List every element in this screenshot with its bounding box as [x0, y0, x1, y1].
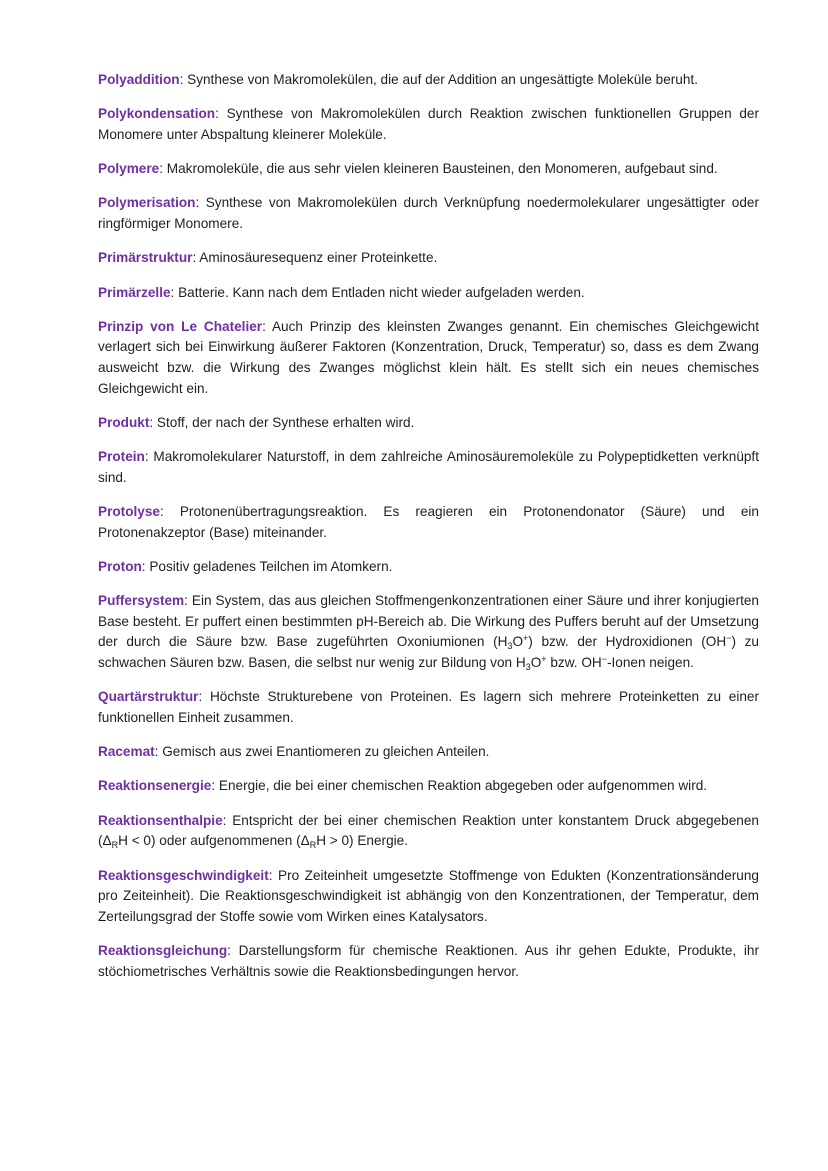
glossary-page: [98, 70, 759, 996]
glossary-entry-reaktionsgleichung: Reaktionsgleichung: Darstellungsform für chemische Reaktionen. Aus ihr gehen Edukte, Produkte, ihr stöchiometrisches Verhältnis sowie die Reaktionsbedingungen hervor.: [98, 943, 760, 979]
term: Reaktionsgeschwindigkeit: [98, 867, 269, 883]
definition: Positiv geladenes Teilchen im Atomkern.: [149, 558, 393, 574]
term: Polymerisation: [98, 195, 196, 211]
definition: Synthese von Makromolekülen durch Reaktion zwischen funktionellen Gruppen der Monomere unter Abspaltung kleinerer Moleküle.: [98, 106, 759, 142]
definition: Makromolekularer Naturstoff, in dem zahlreiche Aminosäuremoleküle zu Polypeptidketten verknüpft sind.: [98, 449, 759, 485]
glossary-entry-racemat: Racemat: Gemisch aus zwei Enantiomeren zu gleichen Anteilen.: [98, 744, 490, 760]
glossary-entry-le-chatelier: Prinzip von Le Chatelier: Auch Prinzip des kleinsten Zwanges genannt. Ein chemisches Gleichgewicht verlagert sich bei Einwirkung äußerer Faktoren (Konzentration, Druck, Temperatur) so, dass es dem Zwang ausweicht bzw. die Wirkung des Zwanges möglichst klein hält. Es stellt sich ein neues chemisches Gleichgewicht ein.: [98, 318, 759, 396]
term: Polymere: [98, 161, 160, 177]
definition: Auch Prinzip des kleinsten Zwanges genannt. Ein chemisches Gleichgewicht verlagert sich bei Einwirkung äußerer Faktoren (Konzentration, Druck, Temperatur) so, dass es dem Zwang ausweicht bzw. die Wirkung des Zwanges möglichst klein hält. Es stellt sich ein neues chemisches Gleichgewicht ein.: [98, 318, 759, 396]
definition: Entspricht der bei einer chemischen Reaktion unter konstantem Druck abgegebenen $(\Delta_RH < 0)$ oder aufgenommenen $(\Delta_RH > 0)$ Energie.: [98, 812, 759, 851]
definition: Synthese von Makromolekülen durch Verknüpfung noedermolekularer ungesättigter oder ringförmiger Monomere.: [98, 195, 759, 232]
term: Reaktionsgleichung: [98, 943, 228, 959]
term: Primärstruktur: [98, 250, 193, 266]
term: Protein: [98, 449, 145, 465]
term: Quartärstruktur: [98, 689, 199, 705]
glossary-entry-reaktionsenthalpie: Reaktionsenthalpie: Entspricht der bei einer chemischen Reaktion unter konstantem Druck abgegebenen $(\Delta_RH < 0)$ oder aufgenommenen $(\Delta_RH > 0)$ Energie.: [98, 812, 759, 851]
glossary-entry-proton: Proton: Positiv geladenes Teilchen im Atomkern.: [98, 558, 393, 574]
term: Polyaddition: [98, 72, 180, 87]
glossary-entry-protolyse: Protolyse: Protonenübertragungsreaktion. Es reagieren ein Protonendonator (Säure) und ein Protonenakzeptor (Base) miteinander.: [98, 504, 759, 540]
definition: Energie, die bei einer chemischen Reaktion abgegeben oder aufgenommen wird.: [218, 778, 708, 794]
glossary-entry-primaerzelle: Primärzelle: Batterie. Kann nach dem Entladen nicht wieder aufgeladen werden.: [98, 284, 585, 300]
glossary-entry-reaktionsenergie: Reaktionsenergie: Energie, die bei einer chemischen Reaktion abgegeben oder aufgenommen wird.: [98, 778, 708, 794]
definition: Batterie. Kann nach dem Entladen nicht wieder aufgeladen werden.: [178, 284, 585, 300]
definition: Protonenübertragungsreaktion. Es reagieren ein Protonendonator (Säure) und ein Protonenakzeptor (Base) miteinander.: [98, 504, 759, 540]
glossary-entry-protein: Protein: Makromolekularer Naturstoff, in dem zahlreiche Aminosäuremoleküle zu Polypeptidketten verknüpft sind.: [98, 449, 759, 485]
definition: Makromoleküle, die aus sehr vielen kleineren Bausteinen, den Monomeren, aufgebaut sind.: [166, 161, 718, 177]
glossary-entry-polyaddition: Polyaddition: Synthese von Makromolekülen, die auf der Addition an ungesättigte Moleküle beruht.: [98, 72, 698, 87]
glossary-entry-polykondensation: Polykondensation: Synthese von Makromolekülen durch Reaktion zwischen funktionellen Gruppen der Monomere unter Abspaltung kleinerer Moleküle.: [98, 106, 759, 142]
glossary-entry-reaktionsgeschwindigkeit: Reaktionsgeschwindigkeit: Pro Zeiteinheit umgesetzte Stoffmenge von Edukten (Konzentrationsänderung pro Zeiteinheit). Die Reaktionsgeschwindigkeit ist abhängig von den Konzentrationen, der Temperatur, dem Zerteilungsgrad der Stoffe sowie vom Wirken eines Katalysators.: [98, 867, 759, 924]
definition: Gemisch aus zwei Enantiomeren zu gleichen Anteilen.: [162, 744, 490, 760]
term: Prinzip von Le Chatelier: [98, 318, 263, 334]
definition: Darstellungsform für chemische Reaktionen. Aus ihr gehen Edukte, Produkte, ihr stöchiometrisches Verhältnis sowie die Reaktionsbedingungen hervor.: [98, 943, 760, 979]
glossary-entry-quartaerstruktur: Quartärstruktur: Höchste Strukturebene von Proteinen. Es lagern sich mehrere Proteinketten zu einer funktionellen Einheit zusammen.: [98, 689, 760, 725]
term: Reaktionsenergie: [98, 778, 212, 794]
glossary-entry-produkt: Produkt: Stoff, der nach der Synthese erhalten wird.: [98, 414, 415, 430]
definition: Stoff, der nach der Synthese erhalten wird.: [156, 414, 415, 430]
term: Puffersystem: [98, 593, 185, 609]
term: Racemat: [98, 744, 155, 760]
glossary-entry-polymere: Polymere: Makromoleküle, die aus sehr vielen kleineren Bausteinen, den Monomeren, aufgebaut sind.: [98, 161, 718, 177]
glossary-entry-primaerstruktur: Primärstruktur: Aminosäuresequenz einer Proteinkette.: [98, 250, 438, 266]
term: Polykondensation: [98, 106, 216, 122]
definition: Pro Zeiteinheit umgesetzte Stoffmenge von Edukten (Konzentrationsänderung pro Zeiteinheit). Die Reaktionsgeschwindigkeit ist abhängig von den Konzentrationen, der Temperatur, dem Zerteilungsgrad der Stoffe sowie vom Wirken eines Katalysators.: [98, 867, 759, 924]
glossary-entry-polymerisation: Polymerisation: Synthese von Makromolekülen durch Verknüpfung noedermolekularer ungesättigter oder ringförmiger Monomere.: [98, 195, 759, 232]
term: Primärzelle: [98, 284, 171, 300]
definition: Synthese von Makromolekülen, die auf der Addition an ungesättigte Moleküle beruht.: [187, 72, 698, 87]
term: Reaktionsenthalpie: [98, 812, 223, 828]
term: Protolyse: [98, 504, 160, 520]
term: Proton: [98, 558, 142, 574]
definition: Ein System, das aus gleichen Stoffmengenkonzentrationen einer Säure und ihrer konjugierten Base besteht. Er puffert einen bestimmten pH-Bereich ab. Die Wirkung des Puffers beruht auf der Umsetzung der durch die Säure bzw. Base zugeführten Oxoniumionen $(H_3O^+)$ bzw. der Hydroxidionen (OH−) zu schwachen Säuren bzw. Basen, die selbst nur wenig zur Bildung von $H_3O^+$ bzw. OH−-Ionen neigen.: [98, 593, 759, 673]
glossary-entry-puffersystem: Puffersystem: Ein System, das aus gleichen Stoffmengenkonzentrationen einer Säure und ihrer konjugierten Base besteht. Er puffert einen bestimmten pH-Bereich ab. Die Wirkung des Puffers beruht auf der Umsetzung der durch die Säure bzw. Base zugeführten Oxoniumionen $(H_3O^+)$ bzw. der Hydroxidionen (OH−) zu schwachen Säuren bzw. Basen, die selbst nur wenig zur Bildung von $H_3O^+$ bzw. OH−-Ionen neigen.: [98, 593, 759, 673]
definition: Aminosäuresequenz einer Proteinkette.: [199, 250, 438, 266]
term: Produkt: [98, 414, 150, 430]
definition: Höchste Strukturebene von Proteinen. Es lagern sich mehrere Proteinketten zu einer funktionellen Einheit zusammen.: [98, 689, 760, 725]
